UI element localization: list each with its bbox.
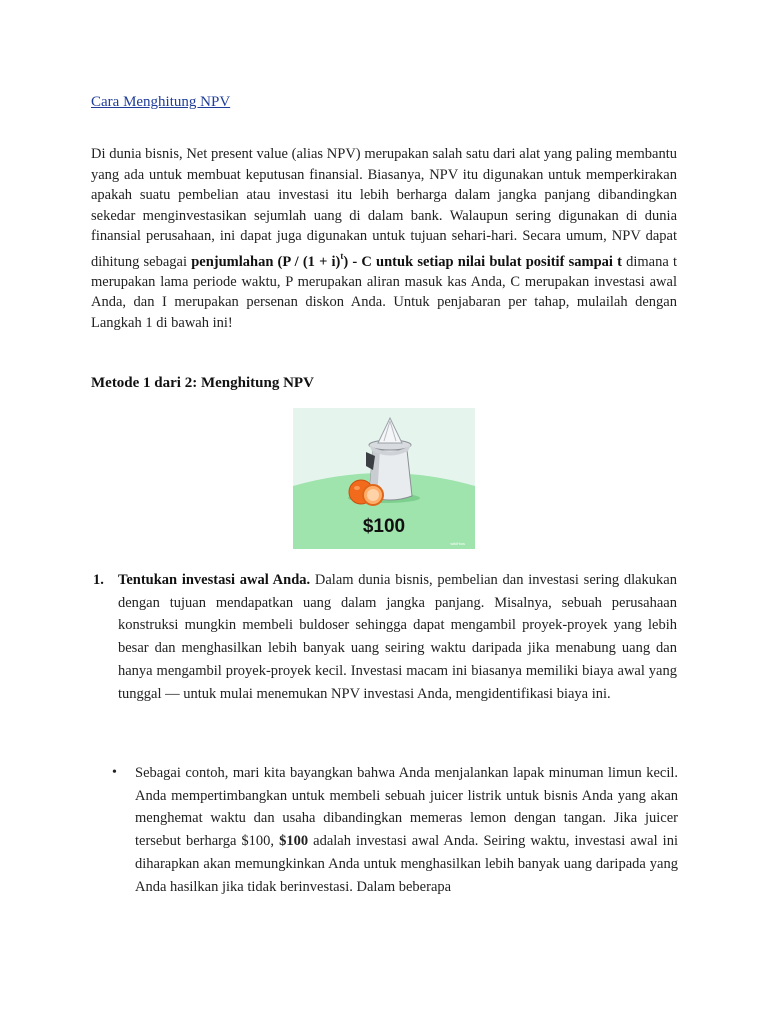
bullet-item [112,762,678,898]
document-title[interactable]: Cara Menghitung NPV [91,94,231,110]
bullet-list [112,762,678,898]
juicer-illustration [293,408,475,549]
bullet-text-a: Sebagai contoh, mari kita bayangkan bahwa Anda menjalankan lapak minuman limun kecil. Anda mempertimbangkan untuk membeli sebuah juicer listrik untuk bisnis Anda yang akan menghemat waktu dan usaha dibandingkan memeras lemon dengan tangan. Jika juicer tersebut berharga $100, [135,765,678,850]
step-heading: Tentukan investasi awal Anda. [118,572,311,588]
method-heading: Metode 1 dari 2: Menghitung NPV [91,375,314,391]
price-label: $100 [362,516,406,537]
npv-formula-b: ) - C untuk setiap nilai bulat positif sampai t [343,253,622,270]
watermark: wikiHow [450,541,465,546]
bullet-bold-amount: $100 [279,833,309,850]
intro-text-1: Di dunia bisnis, Net present value (alias NPV) merupakan salah satu dari alat yang paling membantu yang ada untuk membuat keputusan finansial. Biasanya, NPV itu digunakan untuk memperkirakan apakah suatu pembelian atau investasi itu lebih berharga dalam jangka panjang dibandingkan sekedar menginvestasikan sejumlah uang di dalam bank. Walaupun sering digunakan di dunia finansial perusahaan, ini dapat juga digunakan untuk tujuan sehari-hari. Secara umum, NPV dapat dihitung sebagai [91,146,677,270]
npv-formula-a: penjumlahan (P / (1 + i) [191,253,341,270]
npv-formula-exponent: t [340,251,344,262]
bullet-dot: • [112,765,117,780]
intro-paragraph [91,144,677,333]
intro-text-2: dimana t merupakan lama periode waktu, P merupakan aliran masuk kas Anda, C merupakan investasi awal Anda, dan I merupakan persenan diskon Anda. Untuk penjabaran per tahap, mulailah dengan Langkah 1 di bawah ini! [91,253,677,331]
steps-list [91,569,677,705]
step-text: Dalam dunia bisnis, pembelian dan investasi sering dlakukan dengan tujuan mendapatkan uang dalam jangka panjang. Misalnya, sebuah perusahaan konstruksi mungkin membeli buldoser sehingga dapat mengambil proyek-proyek yang lebih besar dan menghasilkan lebih banyak uang seiring waktu daripada jika menabung uang dan hanya mengambil proyek-proyek kecil. Investasi macam ini biasanya memiliki biaya awal yang tunggal — untuk mulai menemukan NPV investasi Anda, mengidentifikasi biaya ini. [118,572,677,702]
step-item [91,569,677,705]
step-number: 1. [93,572,104,588]
bullet-text-b: adalah investasi awal Anda. Seiring waktu, investasi awal ini diharapkan akan memungkinkan Anda untuk menghasilkan lebih banyak uang daripada yang Anda hasilkan jika tidak berinvestasi. Dalam beberapa [135,833,678,895]
